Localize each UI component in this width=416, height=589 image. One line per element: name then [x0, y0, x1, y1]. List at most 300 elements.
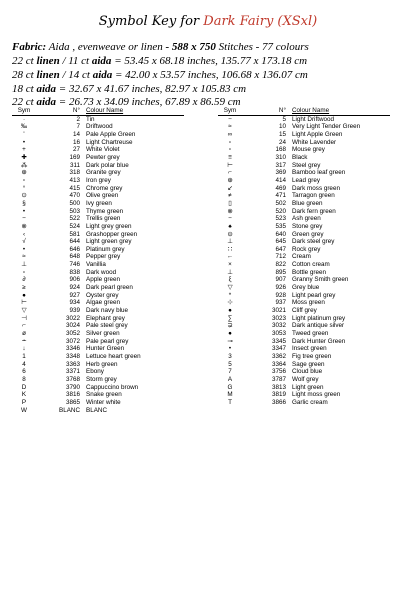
row-symbol: ▽ [227, 284, 233, 292]
row-symbol: ∷ [227, 245, 232, 253]
row-colour-name: Lettuce heart green [86, 353, 141, 360]
row-symbol: ⌐ [228, 169, 232, 177]
row-colour-name: Storm grey [86, 375, 117, 383]
row-symbol: ‰ [20, 123, 28, 131]
row-colour-name: Garlic cream [292, 398, 328, 406]
row-symbol: ⊕ [227, 176, 233, 184]
table-row [218, 276, 390, 284]
row-colour-name: Very Light Tender Green [292, 123, 361, 131]
table-row [12, 330, 184, 338]
row-number: 927 [69, 291, 80, 299]
table-header-row [12, 107, 184, 115]
table-body-left [12, 115, 184, 414]
row-colour-name: Chrome grey [86, 184, 123, 192]
size-mid: / 14 ct [62, 69, 90, 81]
size-fabric2: aida [92, 69, 113, 81]
row-number: 746 [69, 261, 80, 269]
table-row [218, 284, 390, 292]
row-colour-name: Cliff grey [292, 307, 317, 315]
header-name: Colour Name [292, 107, 330, 114]
table-row [12, 376, 184, 384]
row-colour-name: Herb green [86, 360, 118, 368]
row-number: 523 [275, 215, 286, 223]
row-number: 16 [72, 138, 80, 146]
page-title [0, 14, 416, 29]
table-row [12, 345, 184, 353]
size-line [12, 82, 408, 96]
row-number: 414 [275, 176, 286, 184]
row-symbol: + [22, 146, 26, 154]
table-row [12, 131, 184, 139]
row-colour-name: Cotton cream [292, 261, 330, 269]
table-row [12, 208, 184, 216]
header-sym: Sym [223, 107, 237, 114]
row-number: 3371 [65, 368, 80, 376]
row-symbol: ● [22, 291, 26, 299]
table-row [12, 391, 184, 399]
row-number: 500 [69, 199, 80, 207]
row-number: 928 [275, 291, 286, 299]
row-number: 3347 [271, 345, 286, 353]
table-row [218, 131, 390, 139]
table-row [12, 185, 184, 193]
row-colour-name: Tin [86, 115, 95, 123]
row-colour-name: Apple green [86, 276, 120, 284]
size-ct: 22 ct [12, 96, 34, 108]
row-colour-name: Light green grey [86, 238, 132, 246]
table-body-right [218, 115, 390, 406]
row-symbol: 4 [22, 360, 26, 368]
row-colour-name: Granny Smith green [292, 276, 349, 284]
row-symbol: − [22, 215, 26, 223]
row-colour-name: Grey blue [292, 284, 320, 292]
row-colour-name: White Lavender [292, 138, 337, 146]
row-colour-name: Light grey green [86, 222, 132, 230]
row-colour-name: Light pearl grey [292, 291, 336, 299]
row-symbol: ⊢ [227, 161, 233, 169]
table-row [12, 223, 184, 231]
fabric-label: Fabric: [12, 41, 47, 53]
size-ct: 18 ct [12, 83, 34, 95]
row-number: 535 [275, 222, 286, 230]
table-row [12, 162, 184, 170]
row-symbol: • [228, 345, 232, 353]
row-colour-name: White Violet [86, 146, 120, 154]
row-number: 3024 [65, 322, 80, 330]
row-symbol: ↓ [22, 345, 26, 353]
fabric-stitches: - 588 x 750 [165, 41, 216, 53]
row-number: 3345 [271, 337, 286, 345]
row-colour-name: Pepper grey [86, 253, 121, 261]
row-colour-name: Elephant grey [86, 314, 125, 322]
row-symbol: § [22, 199, 26, 207]
row-number: 934 [69, 299, 80, 307]
row-number: 2 [76, 115, 80, 123]
table-row [218, 399, 390, 407]
table-row [12, 154, 184, 162]
table-row [218, 185, 390, 193]
table-row [218, 345, 390, 353]
size-line [12, 54, 408, 68]
row-colour-name: Cappuccino brown [86, 383, 139, 391]
fabric-stitches-suffix: Stitches - 77 colours [218, 41, 309, 53]
row-symbol: · [22, 115, 26, 123]
table-row [218, 338, 390, 346]
row-colour-name: Moss green [292, 299, 325, 307]
table-row [218, 376, 390, 384]
table-row [12, 322, 184, 330]
row-colour-name: Pewter grey [86, 153, 120, 161]
row-number: 5 [282, 115, 286, 123]
table-row [12, 269, 184, 277]
row-symbol: ✚ [21, 153, 27, 161]
row-number: 3346 [65, 345, 80, 353]
row-number: 838 [69, 268, 80, 276]
row-symbol: ° [22, 184, 26, 192]
row-number: 3053 [271, 330, 286, 338]
row-symbol: ⊥ [227, 238, 233, 246]
row-symbol: P [21, 398, 27, 406]
size-fabric: linen [36, 55, 60, 67]
row-number: 3363 [65, 360, 80, 368]
row-symbol: ≈ [22, 253, 26, 261]
row-number: 27 [72, 146, 80, 154]
row-symbol: ← [226, 253, 234, 261]
table-row [218, 192, 390, 200]
row-symbol: 7 [228, 368, 232, 376]
row-number: BLANC [59, 406, 80, 414]
table-row [12, 200, 184, 208]
row-colour-name: Mouse grey [292, 146, 325, 154]
row-symbol: ‹ [22, 230, 26, 238]
row-colour-name: Pale steel grey [86, 322, 128, 330]
row-symbol: ▫ [228, 138, 232, 146]
table-row [218, 139, 390, 147]
row-colour-name: BLANC [86, 406, 107, 414]
row-symbol: ≈ [228, 123, 232, 131]
row-symbol: ▫ [228, 146, 232, 154]
size-fabric: linen [36, 69, 60, 81]
size-dims: = 53.45 x 68.18 inches, 135.77 x 173.18 cm [114, 55, 308, 67]
row-number: 503 [69, 207, 80, 215]
table-row [12, 139, 184, 147]
row-number: 520 [275, 207, 286, 215]
fabric-line [12, 40, 408, 54]
row-colour-name: Grashopper green [86, 230, 138, 238]
row-number: 3790 [65, 383, 80, 391]
row-symbol: ⊢ [21, 299, 27, 307]
row-number: 7 [76, 123, 80, 131]
table-row [12, 115, 184, 123]
row-symbol: − [228, 115, 232, 123]
symbol-table-right [218, 107, 390, 407]
row-number: 3072 [65, 337, 80, 345]
row-symbol: W [21, 406, 27, 414]
row-symbol: ⊸ [227, 337, 233, 345]
row-number: 581 [69, 230, 80, 238]
row-symbol: M [227, 391, 233, 399]
row-symbol: 5 [228, 360, 232, 368]
table-row [12, 292, 184, 300]
row-colour-name: Wolf grey [292, 375, 319, 383]
row-number: 3022 [65, 314, 80, 322]
row-symbol: D [21, 383, 27, 391]
row-colour-name: Dark steel grey [292, 238, 335, 246]
row-symbol: ● [228, 330, 232, 338]
row-colour-name: Fig tree green [292, 353, 332, 360]
symbol-table-left [12, 107, 184, 414]
table-row [218, 123, 390, 131]
row-symbol: T [228, 398, 232, 406]
row-colour-name: Blue green [292, 199, 323, 207]
row-symbol: ≡ [228, 153, 232, 161]
row-symbol: K [21, 391, 27, 399]
table-row [12, 169, 184, 177]
row-symbol: ξ [228, 276, 232, 284]
table-header-row [218, 107, 390, 115]
row-colour-name: Steel grey [292, 161, 321, 169]
row-number: 926 [275, 284, 286, 292]
row-colour-name: Cream [292, 253, 311, 261]
row-colour-name: Iron grey [86, 176, 111, 184]
row-symbol: A [227, 375, 233, 383]
table-row [12, 315, 184, 323]
row-number: 647 [275, 245, 286, 253]
row-symbol: ♠ [228, 222, 232, 230]
table-row [12, 238, 184, 246]
row-colour-name: Tarragon green [292, 192, 335, 200]
row-number: 317 [275, 161, 286, 169]
row-colour-name: Insect green [292, 345, 327, 353]
row-colour-name: Dark moss green [292, 184, 340, 192]
row-colour-name: Dark Hunter Green [292, 337, 346, 345]
table-row [12, 146, 184, 154]
table-row [12, 177, 184, 185]
row-colour-name: Dark antique silver [292, 322, 345, 330]
row-colour-name: Dark fern green [292, 207, 336, 215]
row-colour-name: Dark pearl green [86, 284, 133, 292]
row-number: 3768 [65, 375, 80, 383]
table-row [218, 253, 390, 261]
row-symbol: • [22, 245, 26, 253]
row-symbol: ∑ [227, 314, 233, 322]
row-colour-name: Black [292, 153, 308, 161]
row-symbol: ø [22, 330, 26, 338]
row-number: 640 [275, 230, 286, 238]
row-colour-name: Vanillia [86, 261, 106, 269]
row-number: 318 [69, 169, 80, 177]
row-symbol: • [22, 207, 26, 215]
table-row [218, 215, 390, 223]
row-symbol: 3 [228, 353, 232, 360]
row-number: 644 [69, 238, 80, 246]
row-colour-name: Light Driftwood [292, 115, 334, 123]
row-colour-name: Silver green [86, 330, 120, 338]
header-sym: Sym [17, 107, 31, 114]
row-symbol: ▽ [21, 307, 27, 315]
table-row [218, 322, 390, 330]
row-symbol: 6 [22, 368, 26, 376]
row-number: 415 [69, 184, 80, 192]
row-number: 3032 [271, 322, 286, 330]
row-symbol: ⊗ [21, 222, 27, 230]
table-row [218, 353, 390, 361]
row-number: 895 [275, 268, 286, 276]
table-row [12, 299, 184, 307]
row-colour-name: Sage green [292, 360, 325, 368]
row-colour-name: Dark polar blue [86, 161, 129, 169]
row-number: 168 [275, 146, 286, 154]
table-row [12, 353, 184, 361]
table-row [12, 368, 184, 376]
table-row [218, 307, 390, 315]
row-colour-name: Lead grey [292, 176, 321, 184]
row-number: 906 [69, 276, 80, 284]
row-symbol: ⊕ [21, 169, 27, 177]
row-symbol: 1 [22, 353, 26, 360]
row-number: 939 [69, 307, 80, 315]
table-row [218, 384, 390, 392]
row-symbol: • [22, 138, 26, 146]
table-row [12, 307, 184, 315]
row-symbol: G [227, 383, 233, 391]
row-colour-name: Snake green [86, 391, 122, 399]
row-number: 924 [69, 284, 80, 292]
row-number: 3819 [271, 391, 286, 399]
row-colour-name: Rock grey [292, 245, 321, 253]
row-symbol: ⊹ [227, 299, 233, 307]
row-symbol: ⁂ [20, 161, 28, 169]
table-row [218, 292, 390, 300]
table-row [12, 399, 184, 407]
row-symbol: ⊋ [227, 322, 233, 330]
table-row [12, 192, 184, 200]
size-dims: = 42.00 x 53.57 inches, 106.68 x 136.07 cm [115, 69, 308, 81]
row-number: 3052 [65, 330, 80, 338]
row-colour-name: Driftwood [86, 123, 113, 131]
row-colour-name: Light Apple Green [292, 130, 343, 138]
row-number: 646 [69, 245, 80, 253]
row-colour-name: Light moss green [292, 391, 341, 399]
table-row [218, 246, 390, 254]
header-name: Colour Name [86, 107, 124, 114]
row-symbol: ▫ [22, 268, 26, 276]
fabric-text: Aida , evenweave or linen [48, 41, 163, 53]
row-colour-name: Dark wood [86, 268, 117, 276]
size-dims: = 32.67 x 41.67 inches, 82.97 x 105.83 cm [58, 83, 247, 95]
table-row [218, 231, 390, 239]
row-colour-name: Tweed green [292, 330, 329, 338]
table-row [218, 315, 390, 323]
row-number: 522 [69, 215, 80, 223]
size-line [12, 68, 408, 82]
row-number: 311 [69, 161, 80, 169]
table-row [12, 407, 184, 415]
table-row [218, 330, 390, 338]
row-number: 3021 [271, 307, 286, 315]
row-number: 937 [275, 299, 286, 307]
row-symbol: ' [23, 130, 25, 138]
row-symbol: ▫ [22, 176, 26, 184]
table-row [12, 284, 184, 292]
row-number: 15 [278, 130, 286, 138]
table-row [218, 177, 390, 185]
table-row [218, 146, 390, 154]
table-row [12, 261, 184, 269]
row-symbol: × [228, 261, 232, 269]
row-colour-name: Dark navy blue [86, 307, 128, 315]
header-num: N° [278, 107, 286, 114]
row-number: 469 [275, 184, 286, 192]
row-colour-name: Oyster grey [86, 291, 119, 299]
row-colour-name: Bottle green [292, 268, 326, 276]
row-symbol: ↙ [227, 184, 233, 192]
table-row [12, 253, 184, 261]
row-symbol: ≥ [22, 284, 26, 292]
row-colour-name: Thyme green [86, 207, 124, 215]
table-row [218, 169, 390, 177]
table-row [218, 391, 390, 399]
row-symbol: ⊥ [227, 268, 233, 276]
row-symbol: ⊝ [227, 230, 233, 238]
row-colour-name: Pale pearl grey [86, 337, 129, 345]
row-colour-name: Algae green [86, 299, 120, 307]
row-number: 3787 [271, 375, 286, 383]
size-dims: = 26.73 x 34.09 inches, 67.89 x 86.59 cm [58, 96, 241, 108]
row-number: 10 [278, 123, 286, 131]
row-colour-name: Stone grey [292, 222, 323, 230]
row-number: 3865 [65, 398, 80, 406]
row-symbol: ▯ [228, 199, 232, 207]
row-symbol: * [228, 291, 232, 299]
title-accent: Dark Fairy (XSxl) [203, 14, 318, 29]
row-symbol: ⊥ [21, 261, 27, 269]
row-colour-name: Green grey [292, 230, 324, 238]
row-symbol: ∸ [21, 337, 27, 345]
row-number: 3362 [271, 353, 286, 360]
row-symbol: ⊗ [227, 207, 233, 215]
row-colour-name: Winter white [86, 398, 121, 406]
table-row [218, 154, 390, 162]
row-number: 712 [275, 253, 286, 261]
row-colour-name: Light Chartreuse [86, 138, 133, 146]
row-number: 3813 [271, 383, 286, 391]
row-number: 24 [278, 138, 286, 146]
row-symbol: √ [22, 238, 26, 246]
table-row [12, 338, 184, 346]
row-colour-name: Trellis green [86, 215, 121, 223]
row-colour-name: Light green [292, 383, 324, 391]
table-row [218, 238, 390, 246]
row-number: 413 [69, 176, 80, 184]
table-row [12, 231, 184, 239]
table-row [218, 261, 390, 269]
row-colour-name: Pale Apple Green [86, 130, 136, 138]
table-row [12, 123, 184, 131]
table-row [218, 208, 390, 216]
row-colour-name: Ash green [292, 215, 321, 223]
row-colour-name: Ivy green [86, 199, 112, 207]
row-symbol: ⌐ [22, 322, 26, 330]
table-row [218, 269, 390, 277]
row-number: 14 [72, 130, 80, 138]
row-colour-name: Ebony [86, 368, 104, 376]
row-colour-name: Platinum grey [86, 245, 125, 253]
row-number: 3816 [65, 391, 80, 399]
row-symbol: ⊙ [21, 192, 27, 200]
row-number: 822 [275, 261, 286, 269]
row-symbol: ⊣ [21, 314, 27, 322]
